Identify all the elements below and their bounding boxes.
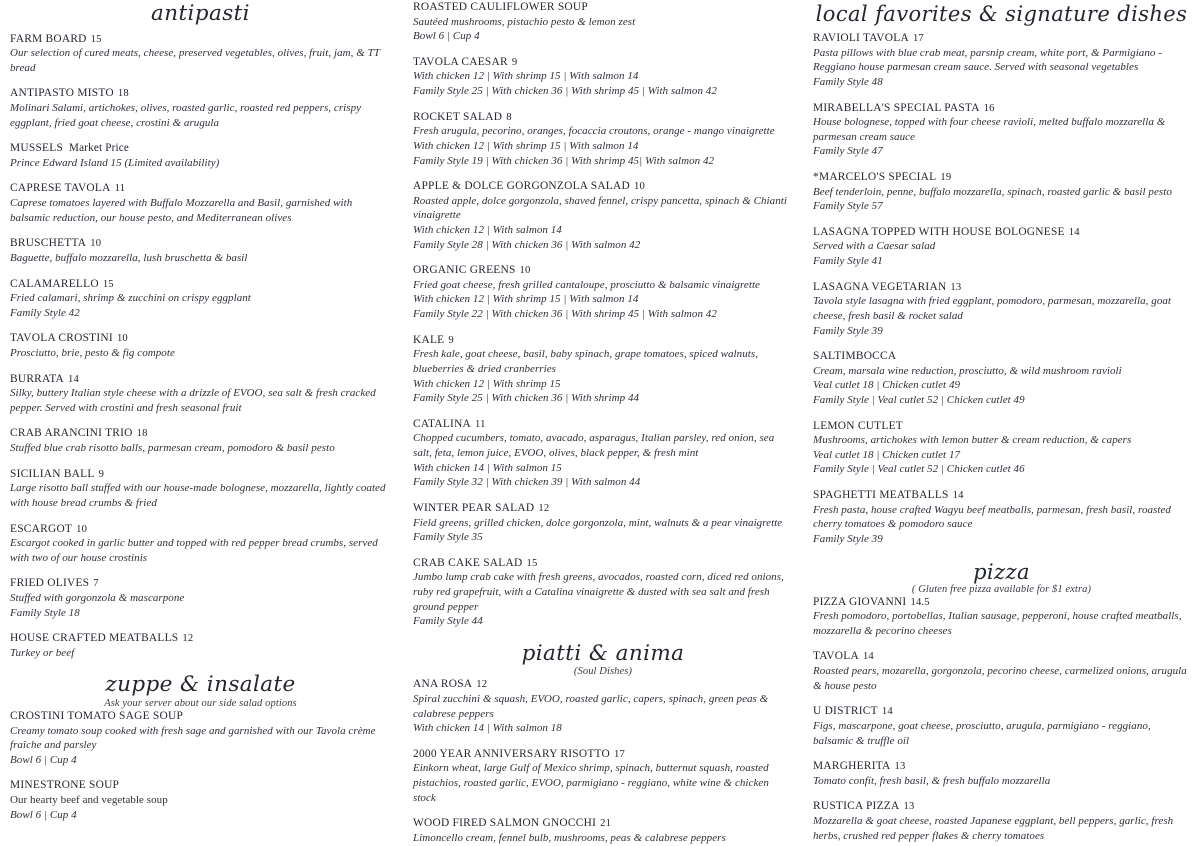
menu-item-title xyxy=(413,816,793,831)
menu-item-price: 18 xyxy=(136,428,148,440)
menu-item-description: Served with a Caesar salad xyxy=(813,240,936,253)
menu-item-description: Sautéed mushrooms, pistachio pesto & lemon zest xyxy=(413,15,636,28)
menu-item-description: Fresh kale, goat cheese, basil, baby spinach, grape tomatoes, spiced walnuts, blueberries & dried cranberries xyxy=(413,348,758,375)
menu-item xyxy=(413,110,793,168)
menu-item-description: Escargot cooked in garlic butter and topped with red pepper bread crumbs, served with two of our house crostinis xyxy=(10,537,378,564)
menu-item-name: PIZZA GIOVANNI xyxy=(813,595,907,608)
menu-item xyxy=(813,101,1190,159)
menu-item-price: 14 xyxy=(881,706,893,718)
menu-item-price: 10 xyxy=(90,238,102,250)
section-items-local-favorites xyxy=(813,31,1190,547)
menu-item-name: CATALINA xyxy=(413,417,472,430)
section-items-zuppe-insalate xyxy=(10,709,391,822)
menu-item xyxy=(10,778,391,822)
menu-item-description: Tavola style lasagna with fried eggplant, pomodoro, parmesan, mozzarella, goat cheese, fresh basil & rocket salad xyxy=(813,295,1172,322)
menu-item-description: Figs, mascarpone, goat cheese, prosciutto, arugula, parmigiano - reggiano, balsamic & truffle oil xyxy=(813,719,1151,747)
menu-item-price: 19 xyxy=(940,171,952,183)
menu-item-price: 14 xyxy=(862,651,874,663)
menu-item-name: MIRABELLA'S SPECIAL PASTA xyxy=(813,101,980,114)
menu-item-description: Tomato confit, fresh basil, & fresh buffalo mozzarella xyxy=(813,774,1051,787)
menu-item-title xyxy=(813,349,1190,364)
menu-item-description: Fried calamari, shrimp & zucchini on crispy eggplant xyxy=(10,292,251,305)
section-subtitle-pizza: ( Gluten free pizza available for $1 extra) xyxy=(911,583,1092,595)
menu-item-name: RAVIOLI TAVOLA xyxy=(813,32,909,45)
menu-item xyxy=(10,426,391,455)
menu-item-name: CRAB ARANCINI TRIO xyxy=(10,427,133,440)
menu-item xyxy=(10,236,391,265)
menu-item xyxy=(813,349,1190,407)
menu-item-option: Family Style 47 xyxy=(813,145,883,158)
menu-item xyxy=(413,55,793,99)
menu-item-title xyxy=(10,331,391,346)
menu-item xyxy=(813,759,1190,788)
menu-item-description: Cream, marsala wine reduction, prosciutto, & wild mushroom ravioli xyxy=(813,364,1122,377)
menu-item-title xyxy=(813,31,1190,46)
menu-item xyxy=(413,677,793,735)
menu-item-option: Veal cutlet 18 | Chicken cutlet 17 xyxy=(813,448,961,461)
menu-item-price: 10 xyxy=(519,265,531,277)
menu-item xyxy=(10,522,391,566)
menu-item-price: 13 xyxy=(950,281,962,293)
section-title-piatti-anima: piatti & anima xyxy=(521,640,685,666)
section-items-antipasti xyxy=(10,32,391,661)
menu-item-price: 15 xyxy=(102,278,114,290)
section-items-pizza xyxy=(813,595,1190,844)
menu-item-price: 10 xyxy=(116,333,128,345)
menu-item-title xyxy=(413,556,793,571)
menu-item xyxy=(813,595,1190,639)
menu-item-title xyxy=(10,467,391,482)
menu-item-option: Family Style 18 xyxy=(10,606,80,619)
menu-item xyxy=(813,170,1190,214)
menu-item-price: 9 xyxy=(511,56,518,68)
menu-item-price: 14 xyxy=(68,373,80,385)
menu-item xyxy=(813,419,1190,477)
menu-item-name: ANTIPASTO MISTO xyxy=(10,87,114,100)
menu-item-option: Family Style 28 | With chicken 36 | With salmon 42 xyxy=(413,238,641,251)
menu-item-title xyxy=(813,280,1190,295)
menu-item-price: 9 xyxy=(448,334,454,346)
menu-item-market-price: Market Price xyxy=(69,142,130,155)
menu-item-option: With chicken 12 | With shrimp 15 xyxy=(413,377,561,390)
menu-item-description: Spiral zucchini & squash, EVOO, roasted garlic, capers, spinach, green peas & calabrese peppers xyxy=(413,693,769,720)
menu-item-description: Stuffed blue crab risotto balls, parmesan cream, pomodoro & basil pesto xyxy=(10,442,335,455)
menu-item-option: Family Style 35 xyxy=(413,531,483,544)
menu-item-option: Veal cutlet 18 | Chicken cutlet 49 xyxy=(813,379,961,392)
menu-item xyxy=(413,556,793,629)
menu-item-title xyxy=(813,101,1190,116)
menu-item-name: MINESTRONE SOUP xyxy=(10,779,120,792)
menu-item-name: 2000 YEAR ANNIVERSARY RISOTTO xyxy=(413,747,611,760)
menu-item-price: 9 xyxy=(98,468,105,480)
menu-item-name: CROSTINI TOMATO SAGE SOUP xyxy=(10,709,184,722)
menu-item-description: Mozzarella & goat cheese, roasted Japanese eggplant, bell peppers, garlic, fresh herbs, crushed red pepper flakes & cherry tomatoes xyxy=(813,814,1174,842)
section-title-local-favorites: local favorites & signature dishes xyxy=(815,2,1188,26)
menu-item xyxy=(413,333,793,406)
menu-item-title xyxy=(10,236,391,251)
menu-item-title xyxy=(413,55,793,70)
menu-item-description: Molinari Salami, artichokes, olives, roasted garlic, roasted red peppers, crispy eggplant, fried goat cheese, crostini & arugula xyxy=(10,102,362,129)
menu-item-option: Family Style 39 xyxy=(813,324,883,337)
menu-item-price: 18 xyxy=(117,88,129,100)
menu-item-description: Our hearty beef and vegetable soup xyxy=(10,794,168,807)
menu-item-option: Family Style | Veal cutlet 52 | Chicken cutlet 49 xyxy=(813,393,1025,406)
menu-item-name: APPLE & DOLCE GORGONZOLA SALAD xyxy=(413,180,630,193)
section-items-piatti-anima xyxy=(413,677,793,845)
menu-item-title xyxy=(10,709,391,724)
menu-item-option: With chicken 12 | With shrimp 15 | With salmon 14 xyxy=(413,293,639,306)
menu-item-name: ORGANIC GREENS xyxy=(413,264,516,277)
menu-item-name: CAPRESE TAVOLA xyxy=(10,182,111,195)
menu-item-name: TAVOLA xyxy=(813,650,859,663)
menu-item-price: 7 xyxy=(93,578,99,590)
menu-item-name: ROASTED CAULIFLOWER SOUP xyxy=(413,1,588,13)
menu-item xyxy=(10,631,391,660)
menu-item-name: CALAMARELLO xyxy=(10,277,99,290)
menu-item-name: BRUSCHETTA xyxy=(10,237,87,250)
menu-item-option: Family Style 25 | With chicken 36 | With shrimp 44 xyxy=(413,392,640,405)
menu-column-left xyxy=(0,0,405,821)
section-subtitle-piatti-anima: (Soul Dishes) xyxy=(573,666,633,678)
menu-item-description: Einkorn wheat, large Gulf of Mexico shrimp, spinach, butternut squash, roasted pistachios, roasted garlic, EVOO, parmigiano - reggiano, white wine & chicken stock xyxy=(413,762,769,804)
menu-item-name: SALTIMBOCCA xyxy=(813,350,897,363)
menu-item xyxy=(813,225,1190,269)
menu-item-title xyxy=(813,488,1190,503)
menu-item-title xyxy=(813,799,1190,814)
section-header-pizza xyxy=(813,561,1190,595)
menu-item-option: With chicken 12 | With shrimp 15 | With salmon 14 xyxy=(413,139,639,152)
menu-item-title xyxy=(10,372,391,387)
menu-item-price: 16 xyxy=(983,102,995,114)
menu-item xyxy=(10,467,391,511)
menu-item xyxy=(413,179,793,252)
menu-item-name: ROCKET SALAD xyxy=(413,110,503,123)
menu-item-title xyxy=(10,141,391,156)
menu-item-price: 12 xyxy=(538,502,550,514)
menu-item-name: WOOD FIRED SALMON GNOCCHI xyxy=(413,817,597,830)
section-header-piatti-anima xyxy=(413,640,793,678)
menu-item xyxy=(813,649,1190,693)
menu-item-price: 11 xyxy=(475,418,486,430)
menu-item-title xyxy=(413,333,793,348)
menu-item-title xyxy=(10,426,391,441)
menu-item xyxy=(10,372,391,416)
menu-item-title xyxy=(813,595,1190,610)
menu-item-price: 17 xyxy=(614,748,626,760)
menu-item-name: ANA ROSA xyxy=(413,678,473,691)
menu-item-name: MUSSELS xyxy=(10,142,64,155)
menu-item xyxy=(10,86,391,130)
menu-item-description: Prosciutto, brie, pesto & fig compote xyxy=(10,346,175,359)
menu-item-name: RUSTICA PIZZA xyxy=(813,800,900,813)
menu-item-price: 11 xyxy=(114,183,126,195)
menu-item-name: TAVOLA CAESAR xyxy=(413,55,508,68)
menu-item-price: 13 xyxy=(903,801,915,813)
menu-item-description: Fresh pasta, house crafted Wagyu beef meatballs, parmesan, fresh basil, roasted cherry tomatoes & pomodoro sauce xyxy=(813,503,1171,531)
section-title-pizza: pizza xyxy=(973,559,1030,584)
menu-item xyxy=(813,488,1190,546)
menu-item-option: With chicken 14 | With salmon 18 xyxy=(413,722,562,735)
menu-item-title xyxy=(10,522,391,537)
menu-column-right xyxy=(805,0,1200,842)
menu-item-name: WINTER PEAR SALAD xyxy=(413,501,535,514)
menu-item-price: 15 xyxy=(526,557,538,569)
menu-item-title xyxy=(10,277,391,292)
menu-item-option: Family Style | Veal cutlet 52 | Chicken cutlet 46 xyxy=(813,463,1025,476)
menu-item-option: With chicken 14 | With salmon 15 xyxy=(413,461,562,474)
menu-item-title xyxy=(813,419,1190,434)
menu-item-title xyxy=(10,181,391,196)
section-subtitle-zuppe-insalate: Ask your server about our side salad options xyxy=(104,697,297,709)
menu-item-description: Baguette, buffalo mozzarella, lush bruschetta & basil xyxy=(10,251,248,264)
menu-item-description: Fresh pomodoro, portobellas, Italian sausage, pepperoni, house crafted meatballs, mozzarella & pecorino cheeses xyxy=(813,610,1182,637)
section-header-local-favorites xyxy=(813,3,1190,25)
menu-item-description: Caprese tomatoes layered with Buffalo Mozzarella and Basil, garnished with balsamic reduction, our house pesto, and Mediterranean olives xyxy=(10,197,353,224)
menu-item-price: 14 xyxy=(952,490,964,502)
menu-item-title xyxy=(813,649,1190,664)
menu-item xyxy=(813,704,1190,748)
menu-item-title xyxy=(413,263,793,278)
menu-item-price: 17 xyxy=(912,33,924,45)
menu-item-title xyxy=(813,704,1190,719)
menu-item-description: Fried goat cheese, fresh grilled cantaloupe, prosciutto & balsamic vinaigrette xyxy=(413,278,760,291)
menu-item xyxy=(413,0,793,44)
menu-item-option: Bowl 6 | Cup 4 xyxy=(413,30,480,43)
menu-item-description: Field greens, grilled chicken, dolce gorgonzola, mint, walnuts & a pear vinaigrette xyxy=(413,516,783,529)
menu-item-price: 14.5 xyxy=(910,596,930,608)
menu-item-price: 10 xyxy=(633,181,645,193)
menu-item-price: 13 xyxy=(894,761,906,773)
menu-item-price: 14 xyxy=(1068,226,1080,238)
menu-item-price: 12 xyxy=(476,679,488,691)
menu-item-description: Pasta pillows with blue crab meat, parsnip cream, white port, & Parmigiano -Reggiano house parmesan cream sauce. Served with seasonal vegetables xyxy=(813,46,1162,74)
menu-item-description: Limoncello cream, fennel bulb, mushrooms, peas & calabrese peppers xyxy=(413,831,726,844)
menu-item-price: 10 xyxy=(76,523,88,535)
menu-item-option: With chicken 12 | With shrimp 15 | With salmon 14 xyxy=(413,70,639,83)
menu-item-option: Family Style 42 xyxy=(10,306,80,319)
section-title-antipasti: antipasti xyxy=(151,1,250,26)
menu-item-title xyxy=(413,0,793,15)
menu-item-title xyxy=(10,631,391,646)
menu-item xyxy=(10,709,391,767)
menu-item-name: LEMON CUTLET xyxy=(813,419,903,432)
section-header-zuppe-insalate xyxy=(10,674,391,709)
menu-item-option: Family Style 39 xyxy=(813,532,883,545)
menu-item-description: Our selection of cured meats, cheese, preserved vegetables, olives, fruit, jam, & TT bread xyxy=(10,47,380,74)
menu-item-name: U DISTRICT xyxy=(813,705,878,718)
menu-item xyxy=(413,816,793,845)
menu-item xyxy=(10,32,391,76)
menu-item xyxy=(813,31,1190,89)
menu-item-name: LASAGNA VEGETARIAN xyxy=(813,280,947,293)
menu-item-description: Silky, buttery Italian style cheese with a drizzle of EVOO, sea salt & fresh cracked pepper. Served with crostini and fresh seasonal fruit xyxy=(10,387,376,414)
menu-item-name: TAVOLA CROSTINI xyxy=(10,332,113,345)
menu-item-option: Family Style 41 xyxy=(813,255,883,268)
menu-item-option: Family Style 32 | With chicken 39 | With salmon 44 xyxy=(413,476,641,489)
section-header-antipasti xyxy=(10,3,391,26)
menu-item-name: BURRATA xyxy=(10,372,65,385)
menu-item-option: Family Style 19 | With chicken 36 | With shrimp 45| With salmon 42 xyxy=(413,154,715,167)
menu-column-middle xyxy=(405,0,805,844)
menu-item-description: Fresh arugula, pecorino, oranges, focaccia croutons, orange - mango vinaigrette xyxy=(413,125,775,138)
menu-item-title xyxy=(413,501,793,516)
menu-item-name: HOUSE CRAFTED MEATBALLS xyxy=(10,632,179,645)
menu-item-name: KALE xyxy=(413,333,445,346)
menu-item-description: Jumbo lump crab cake with fresh greens, avocados, roasted corn, diced red onions, ruby red grapefruit, with a Catalina vinaigrette & dusted with sea salt and fresh ground pepper xyxy=(413,571,784,613)
menu-item xyxy=(413,747,793,805)
menu-item xyxy=(10,576,391,620)
menu-item-description: Roasted apple, dolce gorgonzola, shaved fennel, crispy pancetta, spinach & Chianti vinaigrette xyxy=(413,194,787,222)
menu-item-name: *MARCELO'S SPECIAL xyxy=(813,170,937,183)
menu-item-option: Family Style 22 | With chicken 36 | With shrimp 45 | With salmon 42 xyxy=(413,308,717,321)
menu-item-description: Stuffed with gorgonzola & mascarpone xyxy=(10,591,185,604)
menu-item-price: 12 xyxy=(182,633,194,645)
section-items-soups-salads-continued xyxy=(413,0,793,629)
menu-item-name: CRAB CAKE SALAD xyxy=(413,556,523,569)
menu-item xyxy=(10,277,391,321)
menu-item xyxy=(10,331,391,360)
menu-item-name: MARGHERITA xyxy=(813,760,891,773)
menu-item-title xyxy=(813,225,1190,240)
menu-item-description: Beef tenderloin, penne, buffalo mozzarella, spinach, roasted garlic & basil pesto xyxy=(813,185,1172,198)
menu-item-title xyxy=(10,86,391,101)
menu-item-price: 8 xyxy=(506,111,512,123)
menu-item-title xyxy=(413,417,793,432)
menu-item-title xyxy=(813,759,1190,774)
menu-item-title xyxy=(413,677,793,692)
menu-item-description: Chopped cucumbers, tomato, avacado, asparagus, Italian parsley, red onion, sea salt, feta, lemon juice, EVOO, olives, black pepper, & fresh mint xyxy=(413,432,775,460)
menu-item-option: Family Style 48 xyxy=(813,75,883,88)
menu-item-title xyxy=(10,32,391,47)
menu-item xyxy=(813,799,1190,843)
section-title-zuppe-insalate: zuppe & insalate xyxy=(105,672,296,698)
menu-item-option: Bowl 6 | Cup 4 xyxy=(10,808,77,821)
menu-item-description: Prince Edward Island 15 (Limited availability) xyxy=(10,156,220,169)
menu-item-name: SICILIAN BALL xyxy=(10,467,95,480)
menu-item-name: ESCARGOT xyxy=(10,522,73,535)
menu-item-name: SPAGHETTI MEATBALLS xyxy=(813,489,949,502)
menu-item-title xyxy=(413,110,793,125)
menu-item-title xyxy=(10,778,391,793)
menu-item-name: LASAGNA TOPPED WITH HOUSE BOLOGNESE xyxy=(813,225,1065,238)
menu-item xyxy=(813,280,1190,338)
menu-item-description: Creamy tomato soup cooked with fresh sage and garnished with our Tavola crème fraîche and parsley xyxy=(10,724,376,752)
menu-item-title xyxy=(413,747,793,762)
menu-item-name: FARM BOARD xyxy=(10,32,87,45)
menu-item-option: Family Style 44 xyxy=(413,615,483,628)
menu-item-name: FRIED OLIVES xyxy=(10,577,90,590)
menu-item-price: 15 xyxy=(90,33,102,45)
menu-item xyxy=(413,417,793,490)
menu-item-description: Roasted pears, mozarella, gorgonzola, pecorino cheese, carmelized onions, arugula & house pesto xyxy=(813,665,1187,692)
menu-item-title xyxy=(413,179,793,194)
menu-item-description: Large risotto ball stuffed with our house-made bolognese, mozzarella, lightly coated with house bread crumbs & fried xyxy=(10,482,386,509)
menu-item xyxy=(413,263,793,321)
menu-item-description: Turkey or beef xyxy=(10,646,75,659)
menu-item-description: House bolognese, topped with four cheese ravioli, melted buffalo mozzarella & parmesan cream sauce xyxy=(813,116,1166,143)
menu-item-title xyxy=(10,576,391,591)
menu-item xyxy=(10,181,391,225)
menu-item-price: 21 xyxy=(600,818,612,830)
menu-item-description: Mushrooms, artichokes with lemon butter & cream reduction, & capers xyxy=(813,434,1132,447)
menu-item xyxy=(10,141,391,170)
menu-item xyxy=(413,501,793,545)
menu-item-option: Family Style 25 | With chicken 36 | With shrimp 45 | With salmon 42 xyxy=(413,85,717,98)
menu-item-title xyxy=(813,170,1190,185)
menu-item-option: Bowl 6 | Cup 4 xyxy=(10,753,77,766)
menu-item-option: Family Style 57 xyxy=(813,200,883,213)
menu-item-option: With chicken 12 | With salmon 14 xyxy=(413,224,562,236)
